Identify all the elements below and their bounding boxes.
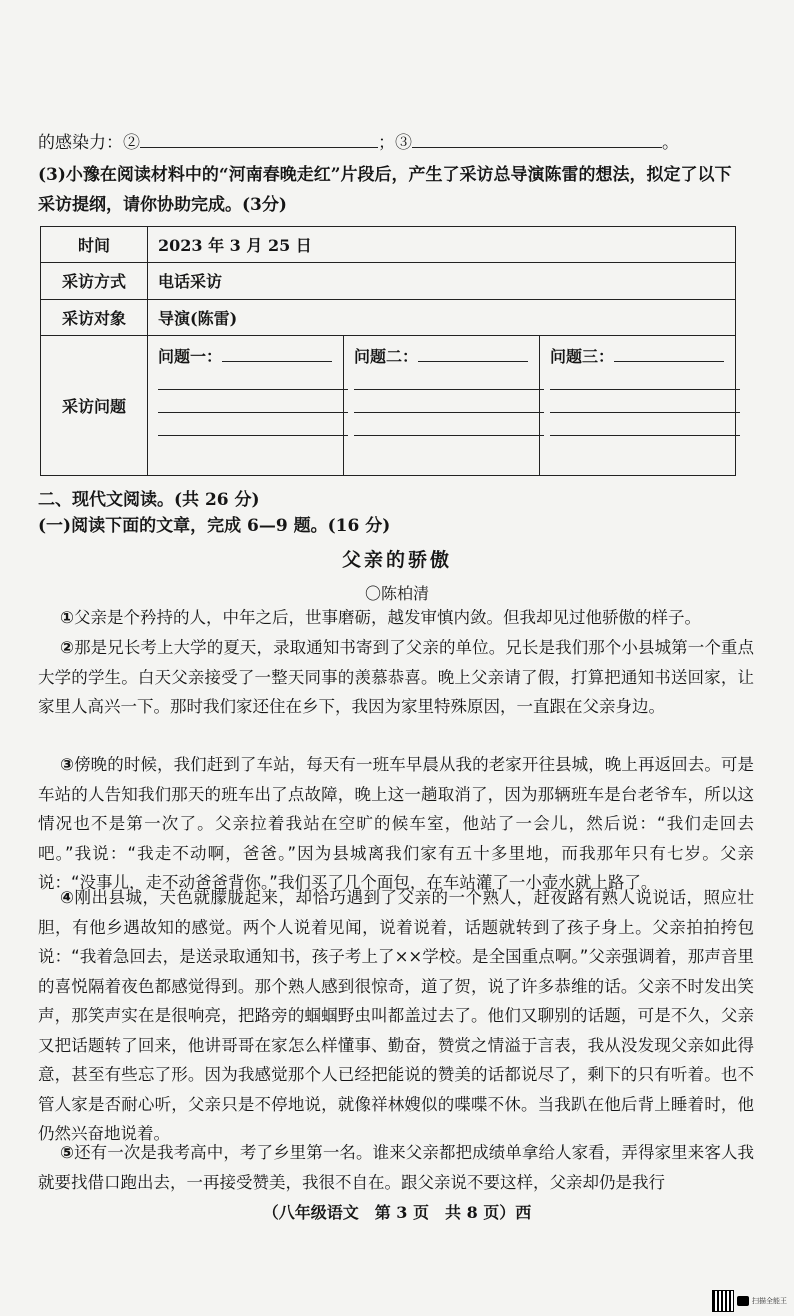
- answer-blank-2[interactable]: [140, 133, 378, 148]
- table-row-questions: [41, 335, 736, 475]
- answer-blank[interactable]: [222, 349, 332, 362]
- paragraph-text: 父亲是个矜持的人，中年之后，世事磨砺，越发审慎内敛。但我却见过他骄傲的样子。: [73, 608, 701, 627]
- answer-line[interactable]: [354, 412, 544, 413]
- paragraph-text: 那是兄长考上大学的夏天，录取通知书寄到了父亲的单位。兄长是我们那个小县城第一个重点大学的学生。白天父亲接受了一整天同事的羡慕恭喜。晚上父亲请了假，打算把通知书送回家，让家里人高兴一下。那时我们家还住在乡下，我因为家里特殊原因，一直跟在父亲身边。: [38, 638, 754, 716]
- question-cell-1[interactable]: [148, 335, 344, 475]
- answer-blank-3[interactable]: [412, 133, 662, 148]
- question-3-line2: 采访提纲，请你协助完成。(3分): [38, 195, 287, 215]
- section-heading: 二、现代文阅读。(共 26 分): [38, 490, 260, 510]
- scanner-watermark: [712, 1290, 790, 1312]
- row-label: 采访对象: [41, 299, 148, 335]
- paragraph-text: 傍晚的时候，我们赶到了车站，每天有一班车早晨从我的老家开往县城，晚上再返回去。可是车站的人告知我们那天的班车出了点故障，晚上这一趟取消了，因为那辆班车是台老爷车，所以这情况也不是第一次了。父亲拉着我站在空旷的候车室，他站了一会儿，然后说：“我们走回去吧。”我说：“我走不动啊，爸爸。”因为县城离我们家有五十多里地，而我那年只有七岁。父亲说：“没事儿，走不动爸爸背你。”我们买了几个面包，在车站灌了一小壶水就上路了。: [38, 755, 754, 892]
- row-label: 时间: [41, 227, 148, 263]
- question-cell-2[interactable]: [344, 335, 540, 475]
- row-label: 采访方式: [41, 263, 148, 299]
- line1-end: 。: [662, 133, 679, 153]
- answer-line[interactable]: [158, 435, 348, 436]
- answer-line[interactable]: [550, 435, 740, 436]
- table-row-method: [41, 263, 736, 299]
- answer-line[interactable]: [158, 389, 348, 390]
- question-cell-3[interactable]: [540, 335, 736, 475]
- qr-code-icon: [712, 1290, 734, 1312]
- article-title: 父亲的骄傲: [341, 549, 452, 571]
- answer-line[interactable]: [550, 412, 740, 413]
- row-value: 2023 年 3 月 25 日: [148, 227, 736, 263]
- row-value: 导演(陈雷): [148, 299, 736, 335]
- question-label: 问题二：: [354, 346, 419, 366]
- question-label: 问题三：: [550, 346, 615, 366]
- answer-line[interactable]: [550, 389, 740, 390]
- answer-line[interactable]: [354, 435, 544, 436]
- paragraph-number: ④: [60, 888, 75, 907]
- row-value: 电话采访: [148, 263, 736, 299]
- question-label: 问题一：: [158, 346, 223, 366]
- answer-line-q2: [38, 130, 754, 156]
- section-sub-heading: (一)阅读下面的文章，完成 6—9 题。(16 分): [38, 516, 391, 536]
- scanner-text: 扫描全能王: [752, 1297, 787, 1305]
- line1-prefix: 的感染力：②: [38, 133, 140, 153]
- scanner-logo-icon: [737, 1296, 749, 1306]
- answer-blank[interactable]: [418, 349, 528, 362]
- paragraph-number: ⑤: [60, 1143, 75, 1162]
- table-row-subject: [41, 299, 736, 335]
- paragraph-2: [38, 633, 754, 722]
- paragraph-text: 刚出县城，天色就朦胧起来，却恰巧遇到了父亲的一个熟人，赶夜路有熟人说说话，照应壮胆，有他乡遇故知的感觉。两个人说着见闻，说着说着，话题就转到了孩子身上。父亲拍拍挎包说：“我着急回去，是送录取通知书，孩子考上了××学校。是全国重点啊。”父亲强调着，那声音里的喜悦隔着夜色都感觉得到。那个熟人感到很惊奇，道了贺，说了许多恭维的话。父亲不时发出笑声，那笑声实在是很响亮，把路旁的蝈蝈野虫叫都盖过去了。他们又聊别的话题，可是不久，父亲又把话题转了回来，他讲哥哥在家怎么样懂事、勤奋，赞赏之情溢于言表，我从没发现父亲如此得意，甚至有些忘了形。因为我感觉那个人已经把能说的赞美的话都说尽了，剩下的只有听着。也不管人家是否耐心听，父亲只是不停地说，就像祥林嫂似的喋喋不休。当我趴在他后背上睡着时，他仍然兴奋地说着。: [38, 888, 754, 1143]
- row-label: 采访问题: [41, 335, 148, 475]
- paragraph-4: [38, 883, 754, 1149]
- paragraph-text: 还有一次是我考高中，考了乡里第一名。谁来父亲都把成绩单拿给人家看，弄得家里来客人我就要找借口跑出去，一再接受赞美，我很不自在。跟父亲说不要这样，父亲却仍是我行: [38, 1143, 754, 1192]
- line1-sep: ；③: [378, 133, 412, 153]
- paragraph-5: [38, 1138, 754, 1197]
- paragraph-number: ③: [60, 755, 75, 774]
- table-row-time: [41, 227, 736, 263]
- paragraph-3: [38, 750, 754, 898]
- question-3-line1: (3)小豫在阅读材料中的“河南春晚走红”片段后，产生了采访总导演陈雷的想法，拟定了以下: [38, 165, 732, 185]
- paragraph-1: [38, 603, 754, 633]
- article-author: 〇陈柏清: [364, 584, 429, 603]
- interview-outline-table: [40, 226, 736, 476]
- paragraph-number: ②: [60, 638, 75, 657]
- answer-line[interactable]: [354, 389, 544, 390]
- page-footer: （八年级语文 第 3 页 共 8 页）西: [262, 1203, 532, 1222]
- answer-line[interactable]: [158, 412, 348, 413]
- answer-blank[interactable]: [614, 349, 724, 362]
- paragraph-number: ①: [60, 608, 74, 627]
